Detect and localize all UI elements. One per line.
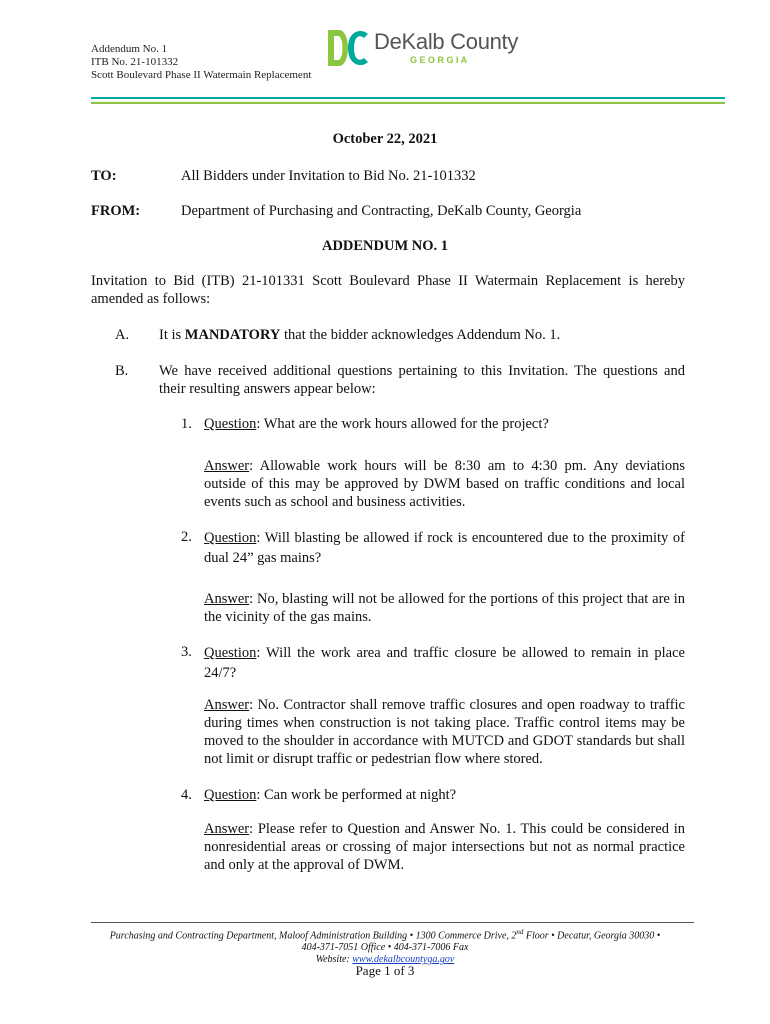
dekalb-county-logo — [326, 28, 536, 68]
item-a-pre: It is — [159, 327, 185, 343]
qa-4-answer — [204, 820, 685, 874]
footer-address-pre: Purchasing and Contracting Department, Maloof Administration Building • 1300 Commerce Drive, 2 — [109, 930, 517, 942]
item-a-text — [159, 326, 685, 344]
footer-address — [40, 926, 730, 942]
footer-website-label: Website: — [315, 954, 353, 966]
item-a-mandatory: MANDATORY — [184, 327, 281, 343]
qa-2-answer-label: Answer — [204, 591, 250, 607]
qa-4-answer-label: Answer — [204, 821, 250, 837]
dc-monogram-icon — [326, 28, 370, 68]
qa-1-answer-text: : Allowable work hours will be 8:30 am to 4:30 pm. Any deviations outside of this may be approved by DWM based on traffic conditions and local events such as school and business activities. — [204, 458, 685, 510]
qa-2-number: 2. — [181, 529, 192, 545]
header-addendum-no: Addendum No. 1 — [91, 43, 168, 55]
qa-4-answer-text: : Please refer to Question and Answer No. 1. This could be considered in nonresidential areas or crossing of major intersections but not as normal practice and only at the approval of DWM. — [204, 821, 685, 873]
logo-state-name: G E O R G I A — [410, 55, 468, 65]
from-label: FROM: — [91, 203, 141, 219]
footer-website-link[interactable]: www.dekalbcountyga.gov — [352, 954, 455, 966]
header-rule-green — [91, 102, 725, 104]
item-b-label: B. — [115, 363, 129, 379]
qa-1-answer — [204, 457, 685, 511]
footer-address-post: Floor • Decatur, Georgia 30030 • — [523, 930, 661, 942]
qa-4-question — [204, 786, 685, 804]
qa-3-question — [204, 643, 685, 683]
footer — [40, 926, 730, 966]
header-project-name: Scott Boulevard Phase II Watermain Replacement — [91, 69, 312, 81]
qa-1-question-label: Question — [204, 416, 257, 432]
page-number: Page 1 of 3 — [355, 963, 415, 978]
qa-2-question — [204, 528, 685, 568]
qa-2-question-text: : Will blasting be allowed if rock is encountered due to the proximity of dual 24” gas mains? — [204, 530, 685, 566]
footer-address-sup: nd — [516, 928, 524, 936]
qa-3-answer-text: : No. Contractor shall remove traffic closures and open roadway to traffic during times when construction is not taking place. Traffic control items may be moved to the shoulder in accordance with MUTCD and GDOT standards but shall not limit or disrupt traffic or pedestrian flow where stored. — [204, 697, 685, 767]
qa-2-answer — [204, 590, 685, 626]
qa-4-question-text: : Can work be performed at night? — [256, 787, 457, 803]
qa-1-answer-label: Answer — [204, 458, 250, 474]
intro-paragraph: Invitation to Bid (ITB) 21-101331 Scott Boulevard Phase II Watermain Replacement is hereby amended as follows: — [91, 273, 685, 307]
to-value: All Bidders under Invitation to Bid No. 21-101332 — [181, 168, 476, 184]
to-label: TO: — [91, 168, 117, 184]
qa-1-question-text: : What are the work hours allowed for the project? — [256, 416, 549, 432]
qa-1-number: 1. — [181, 416, 192, 432]
addendum-title: ADDENDUM NO. 1 — [321, 238, 449, 254]
qa-2-answer-text: : No, blasting will not be allowed for the portions of this project that are in the vicinity of the gas mains. — [204, 591, 685, 625]
header-rule-teal — [91, 97, 725, 99]
header-info — [91, 43, 351, 82]
from-value: Department of Purchasing and Contracting, DeKalb County, Georgia — [181, 203, 582, 219]
item-b-text: We have received additional questions pertaining to this Invitation. The questions and their resulting answers appear below: — [159, 363, 685, 397]
qa-3-answer-label: Answer — [204, 697, 250, 713]
qa-2-question-label: Question — [204, 530, 257, 546]
footer-phone: 404-371-7051 Office • 404-371-7006 Fax — [301, 942, 469, 954]
qa-1-question — [204, 415, 685, 433]
footer-rule — [91, 922, 694, 923]
header-itb-no: ITB No. 21-101332 — [91, 56, 179, 68]
qa-4-question-label: Question — [204, 787, 257, 803]
letter-date: October 22, 2021 — [332, 131, 438, 147]
qa-4-number: 4. — [181, 787, 192, 803]
qa-3-number: 3. — [181, 644, 192, 660]
item-a-post: that the bidder acknowledges Addendum No. 1. — [280, 327, 561, 343]
qa-3-answer — [204, 696, 685, 768]
qa-3-question-text: : Will the work area and traffic closure be allowed to remain in place 24/7? — [204, 645, 685, 681]
logo-county-name: DeKalb County — [374, 29, 519, 54]
qa-3-question-label: Question — [204, 645, 257, 661]
item-a-label: A. — [115, 327, 130, 343]
